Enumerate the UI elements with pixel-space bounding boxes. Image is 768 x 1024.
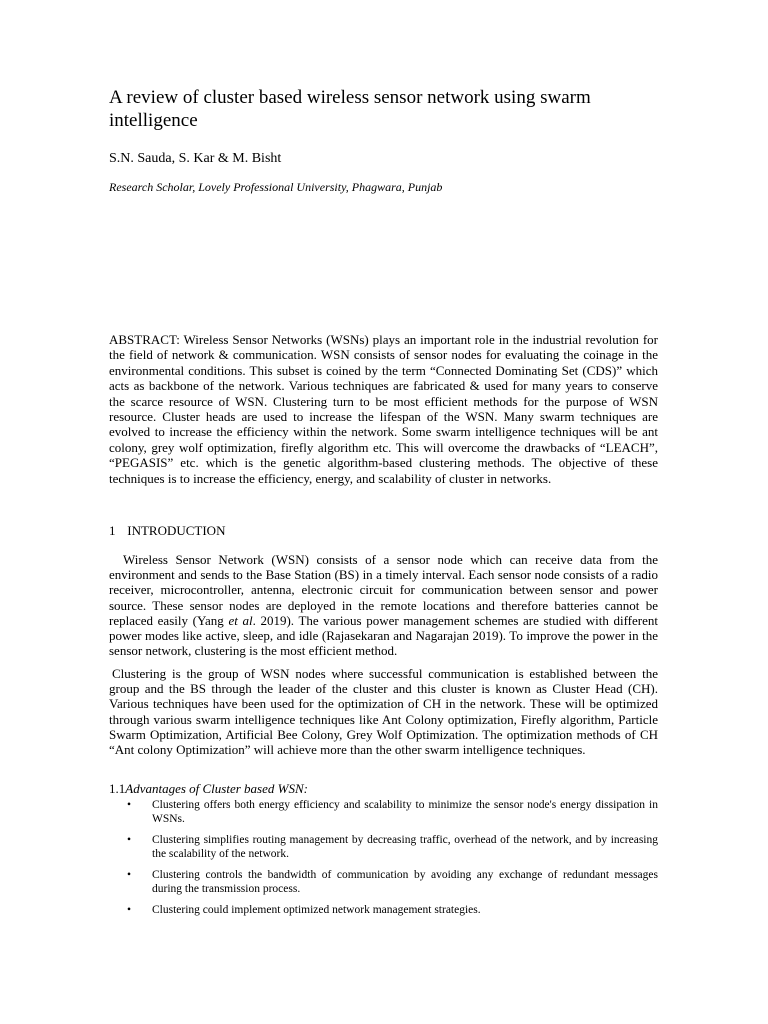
- list-item: [109, 904, 658, 918]
- paragraph-text: Wireless Sensor Network (WSN) consists of a sensor node which can receive data from the environment and sends to the Base Station (BS) in a timely interval. Each sensor node consists of a radio receiver, microcontroller, antenna, electronic circuit for communication between sensor and power source. These sensor nodes are deployed in the remote locations and therefore batteries cannot be replaced easily (Yang: [109, 552, 658, 628]
- introduction-paragraph-1: [109, 552, 658, 658]
- bullet-icon: •: [127, 869, 132, 881]
- paper-title: A review of cluster based wireless sensor network using swarm intelligence: [109, 87, 591, 131]
- author-affiliation: Research Scholar, Lovely Professional University, Phagwara, Punjab: [109, 180, 443, 194]
- list-item: [109, 834, 658, 861]
- list-item-text: Clustering controls the bandwidth of communication by avoiding any exchange of redundant messages during the transmission process.: [152, 869, 658, 895]
- list-item: [109, 799, 658, 826]
- list-item-text: Clustering offers both energy efficiency and scalability to minimize the sensor node's energy dissipation in WSNs.: [152, 799, 658, 825]
- introduction-paragraph-2: Clustering is the group of WSN nodes where successful communication is established between the group and the BS through the leader of the cluster and this cluster is known as Cluster Head (CH). Various techniques have been used for the optimization of CH in the network. These will be optimized through various swarm intelligence techniques like Ant Colony optimization, Firefly algorithm, Particle Swarm Optimization, Artificial Bee Colony, Grey Wolf Optimization. The optimization methods of CH “Ant colony Optimization” will achieve more than the other swarm intelligence techniques.: [109, 666, 658, 758]
- list-item-text: Clustering simplifies routing management by decreasing traffic, overhead of the network, and by increasing the scalability of the network.: [152, 834, 658, 860]
- abstract: ABSTRACT: Wireless Sensor Networks (WSNs) plays an important role in the industrial revolution for the field of network & communication. WSN consists of sensor nodes for evaluating the coinage in the environmental conditions. This subset is coined by the term “Connected Dominating Set (CDS)” which acts as backbone of the network. Various techniques are fabricated & used for many years to conserve the scarce resource of WSN. Clustering turn to be most efficient methods for the purpose of WSN resource. Cluster heads are used to increase the lifespan of the WSN. Many swarm techniques are evolved to increase the efficiency within the network. Some swarm intelligence techniques will be ant colony, grey wolf optimization, firefly algorithm etc. This will overcome the drawbacks of “LEACH”, “PEGASIS” etc. which is the genetic algorithm-based clustering methods. The objective of these techniques is to increase the efficiency, energy, and scalability of cluster in networks.: [109, 332, 658, 486]
- paper-authors: S.N. Sauda, S. Kar & M. Bisht: [109, 151, 282, 166]
- bullet-icon: •: [127, 799, 132, 811]
- subsection-number: 1.1: [109, 781, 126, 796]
- list-item: [109, 869, 658, 896]
- section-number: 1: [109, 523, 116, 538]
- citation-et-al: et al: [228, 612, 253, 628]
- introduction-heading: [109, 523, 225, 539]
- section-title: INTRODUCTION: [127, 523, 226, 538]
- advantages-list: [109, 799, 658, 926]
- subsection-title: Advantages of Cluster based WSN:: [125, 781, 308, 796]
- paragraph-text: . 2019). The various power management schemes are studied with different power modes like active, sleep, and idle (Rajasekaran and Nagarajan 2019). To improve the power in the sensor network, clustering is the most efficient method.: [109, 612, 658, 659]
- bullet-icon: •: [127, 834, 132, 846]
- advantages-heading: [109, 781, 308, 797]
- bullet-icon: •: [127, 904, 132, 916]
- list-item-text: Clustering could implement optimized network management strategies.: [152, 904, 481, 916]
